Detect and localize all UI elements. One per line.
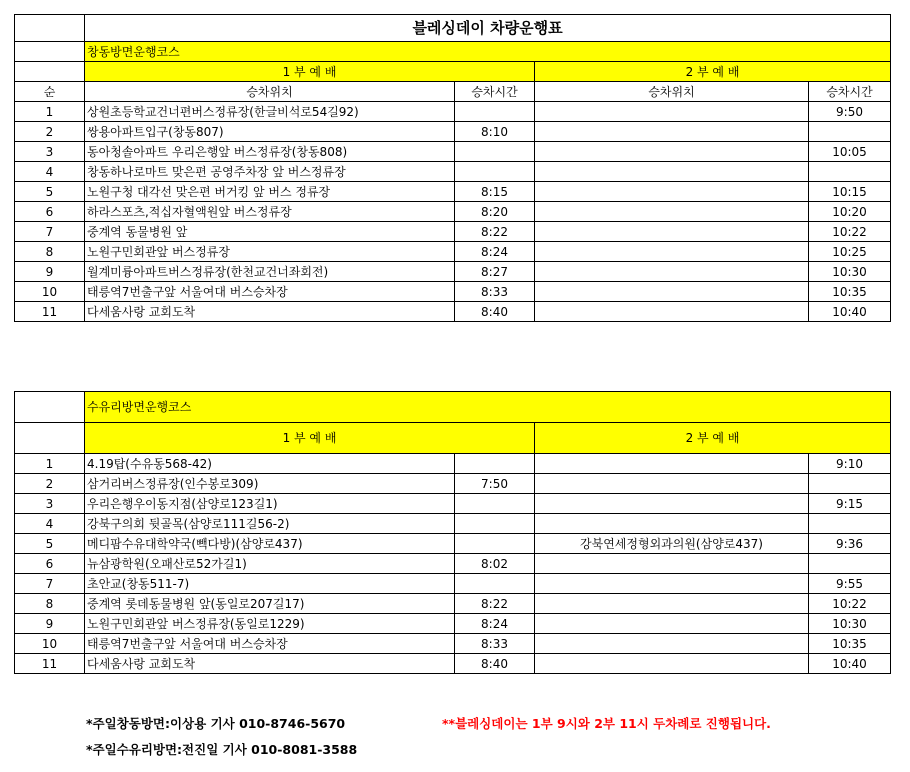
boarding-time-1: 8:20 [455, 202, 535, 222]
boarding-time-1: 8:24 [455, 614, 535, 634]
boarding-location-2 [535, 242, 809, 262]
boarding-time-2: 10:35 [809, 282, 891, 302]
boarding-time-1: 7:50 [455, 474, 535, 494]
stop-number: 7 [15, 222, 85, 242]
stop-number: 7 [15, 574, 85, 594]
boarding-time-2 [809, 162, 891, 182]
boarding-location-2 [535, 262, 809, 282]
corner-cell [15, 392, 85, 423]
stop-number: 3 [15, 494, 85, 514]
table-row [15, 122, 891, 142]
stop-number: 3 [15, 142, 85, 162]
boarding-time-1: 8:27 [455, 262, 535, 282]
boarding-location-2 [535, 454, 809, 474]
boarding-time-1 [455, 162, 535, 182]
boarding-location-2 [535, 614, 809, 634]
stop-number: 10 [15, 282, 85, 302]
boarding-time-2: 10:25 [809, 242, 891, 262]
boarding-location-1: 노원구민회관앞 버스정류장 [85, 242, 455, 262]
corner-cell [15, 423, 85, 454]
boarding-time-1 [455, 142, 535, 162]
schedule-table-changdong [14, 14, 891, 322]
boarding-location-2 [535, 634, 809, 654]
boarding-location-1: 창동하나로마트 맞은편 공영주차장 앞 버스정류장 [85, 162, 455, 182]
table-row [15, 474, 891, 494]
stop-number: 2 [15, 122, 85, 142]
boarding-time-1: 8:24 [455, 242, 535, 262]
table-row [15, 302, 891, 322]
stop-number: 9 [15, 262, 85, 282]
boarding-time-2: 9:10 [809, 454, 891, 474]
boarding-time-2 [809, 514, 891, 534]
boarding-location-2 [535, 282, 809, 302]
boarding-time-1: 8:40 [455, 302, 535, 322]
part1-header: 1 부 예 배 [85, 62, 535, 82]
boarding-location-2 [535, 574, 809, 594]
boarding-time-2 [809, 474, 891, 494]
boarding-time-1: 8:40 [455, 654, 535, 674]
stop-number: 2 [15, 474, 85, 494]
boarding-time-2: 10:05 [809, 142, 891, 162]
boarding-time-1: 8:10 [455, 122, 535, 142]
boarding-location-1: 메디팜수유대학약국(빽다방)(삼양로437) [85, 534, 455, 554]
boarding-time-1: 8:33 [455, 634, 535, 654]
table-row [15, 574, 891, 594]
boarding-location-1: 노원구청 대각선 맞은편 버거킹 앞 버스 정류장 [85, 182, 455, 202]
boarding-time-1 [455, 454, 535, 474]
page-title: 블레싱데이 차량운행표 [85, 15, 891, 42]
col-header-location-1: 승차위치 [85, 82, 455, 102]
boarding-location-2 [535, 474, 809, 494]
boarding-location-2 [535, 222, 809, 242]
boarding-location-1: 월계미륭아파트버스정류장(한천교건너좌회전) [85, 262, 455, 282]
stop-number: 1 [15, 454, 85, 474]
stop-number: 11 [15, 654, 85, 674]
table-row [15, 594, 891, 614]
boarding-time-2: 10:40 [809, 302, 891, 322]
boarding-location-1: 초안교(창동511-7) [85, 574, 455, 594]
boarding-location-2 [535, 202, 809, 222]
table-row [15, 262, 891, 282]
boarding-time-1: 8:15 [455, 182, 535, 202]
boarding-location-1: 쌍용아파트입구(창동807) [85, 122, 455, 142]
course-title-suyuri: 수유리방면운행코스 [85, 392, 891, 423]
table-row [15, 454, 891, 474]
boarding-location-1: 강북구의회 뒷골목(삼양로111길56-2) [85, 514, 455, 534]
boarding-location-2 [535, 182, 809, 202]
table-row [15, 102, 891, 122]
boarding-location-1: 다세움사랑 교회도착 [85, 654, 455, 674]
stop-number: 4 [15, 514, 85, 534]
boarding-location-1: 4.19탑(수유동568-42) [85, 454, 455, 474]
boarding-location-1: 뉴삼광학원(오패산로52가길1) [85, 554, 455, 574]
boarding-location-2 [535, 494, 809, 514]
driver-note-changdong: *주일창동방면:이상용 기사 010-8746-5670 [86, 716, 346, 731]
boarding-location-1: 상원초등학교건너편버스정류장(한글비석로54길92) [85, 102, 455, 122]
stop-number: 1 [15, 102, 85, 122]
boarding-location-1: 삼거리버스정류장(인수봉로309) [85, 474, 455, 494]
table-row [15, 242, 891, 262]
table-row [15, 514, 891, 534]
stop-number: 11 [15, 302, 85, 322]
boarding-location-1: 태릉역7번출구앞 서울여대 버스승차장 [85, 282, 455, 302]
part2-header: 2 부 예 배 [535, 62, 891, 82]
table-row [15, 282, 891, 302]
boarding-time-2: 10:22 [809, 222, 891, 242]
boarding-time-1 [455, 494, 535, 514]
boarding-time-2: 9:50 [809, 102, 891, 122]
stop-number: 6 [15, 554, 85, 574]
table-row [15, 614, 891, 634]
boarding-location-2 [535, 102, 809, 122]
boarding-time-2: 9:36 [809, 534, 891, 554]
table-row [15, 534, 891, 554]
boarding-time-2: 10:15 [809, 182, 891, 202]
boarding-time-1 [455, 534, 535, 554]
stop-number: 5 [15, 534, 85, 554]
boarding-time-2: 9:15 [809, 494, 891, 514]
table-row [15, 634, 891, 654]
boarding-time-2: 10:40 [809, 654, 891, 674]
table-row [15, 142, 891, 162]
boarding-time-2 [809, 554, 891, 574]
boarding-time-1 [455, 514, 535, 534]
boarding-time-2: 10:22 [809, 594, 891, 614]
boarding-time-1: 8:33 [455, 282, 535, 302]
stop-number: 9 [15, 614, 85, 634]
table-row [15, 494, 891, 514]
boarding-location-1: 다세움사랑 교회도착 [85, 302, 455, 322]
boarding-location-1: 중계역 롯데동물병원 앞(동일로207길17) [85, 594, 455, 614]
boarding-location-2 [535, 654, 809, 674]
boarding-location-2 [535, 594, 809, 614]
boarding-time-1 [455, 102, 535, 122]
part1-header: 1 부 예 배 [85, 423, 535, 454]
boarding-location-1: 노원구민회관앞 버스정류장(동일로1229) [85, 614, 455, 634]
boarding-time-2 [809, 122, 891, 142]
boarding-time-1: 8:02 [455, 554, 535, 574]
stop-number: 4 [15, 162, 85, 182]
table-row [15, 162, 891, 182]
corner-cell [15, 42, 85, 62]
boarding-time-2: 10:30 [809, 262, 891, 282]
boarding-location-2 [535, 162, 809, 182]
schedule-notice: **블레싱데이는 1부 9시와 2부 11시 두차례로 진행됩니다. [442, 716, 771, 731]
boarding-location-2 [535, 302, 809, 322]
driver-note-suyuri: *주일수유리방면:전진일 기사 010-8081-3588 [86, 742, 358, 757]
col-header-time-1: 승차시간 [455, 82, 535, 102]
boarding-location-2 [535, 514, 809, 534]
part2-header: 2 부 예 배 [535, 423, 891, 454]
boarding-location-1: 동아청솔아파트 우리은행앞 버스정류장(창동808) [85, 142, 455, 162]
boarding-location-2 [535, 142, 809, 162]
boarding-location-2 [535, 554, 809, 574]
boarding-time-2: 10:30 [809, 614, 891, 634]
stop-number: 6 [15, 202, 85, 222]
col-header-location-2: 승차위치 [535, 82, 809, 102]
schedule-table-suyuri [14, 391, 891, 674]
boarding-location-1: 중계역 동물병원 앞 [85, 222, 455, 242]
table-row [15, 182, 891, 202]
stop-number: 10 [15, 634, 85, 654]
boarding-time-1: 8:22 [455, 222, 535, 242]
stop-number: 8 [15, 594, 85, 614]
course-title-changdong: 창동방면운행코스 [85, 42, 891, 62]
boarding-time-2: 10:35 [809, 634, 891, 654]
boarding-location-2 [535, 122, 809, 142]
col-header-time-2: 승차시간 [809, 82, 891, 102]
table-row [15, 222, 891, 242]
table-row [15, 654, 891, 674]
boarding-time-2: 10:20 [809, 202, 891, 222]
stop-number: 5 [15, 182, 85, 202]
boarding-time-1: 8:22 [455, 594, 535, 614]
corner-cell [15, 62, 85, 82]
stop-number: 8 [15, 242, 85, 262]
boarding-time-1 [455, 574, 535, 594]
table-row [15, 202, 891, 222]
boarding-location-1: 하라스포츠,적십자혈액원앞 버스정류장 [85, 202, 455, 222]
col-header-no: 순 [15, 82, 85, 102]
corner-cell [15, 15, 85, 42]
boarding-location-1: 태릉역7번출구앞 서울여대 버스승차장 [85, 634, 455, 654]
table-row [15, 554, 891, 574]
boarding-location-2: 강북연세정형외과의원(삼양로437) [535, 534, 809, 554]
boarding-time-2: 9:55 [809, 574, 891, 594]
boarding-location-1: 우리은행우이동지점(삼양로123길1) [85, 494, 455, 514]
